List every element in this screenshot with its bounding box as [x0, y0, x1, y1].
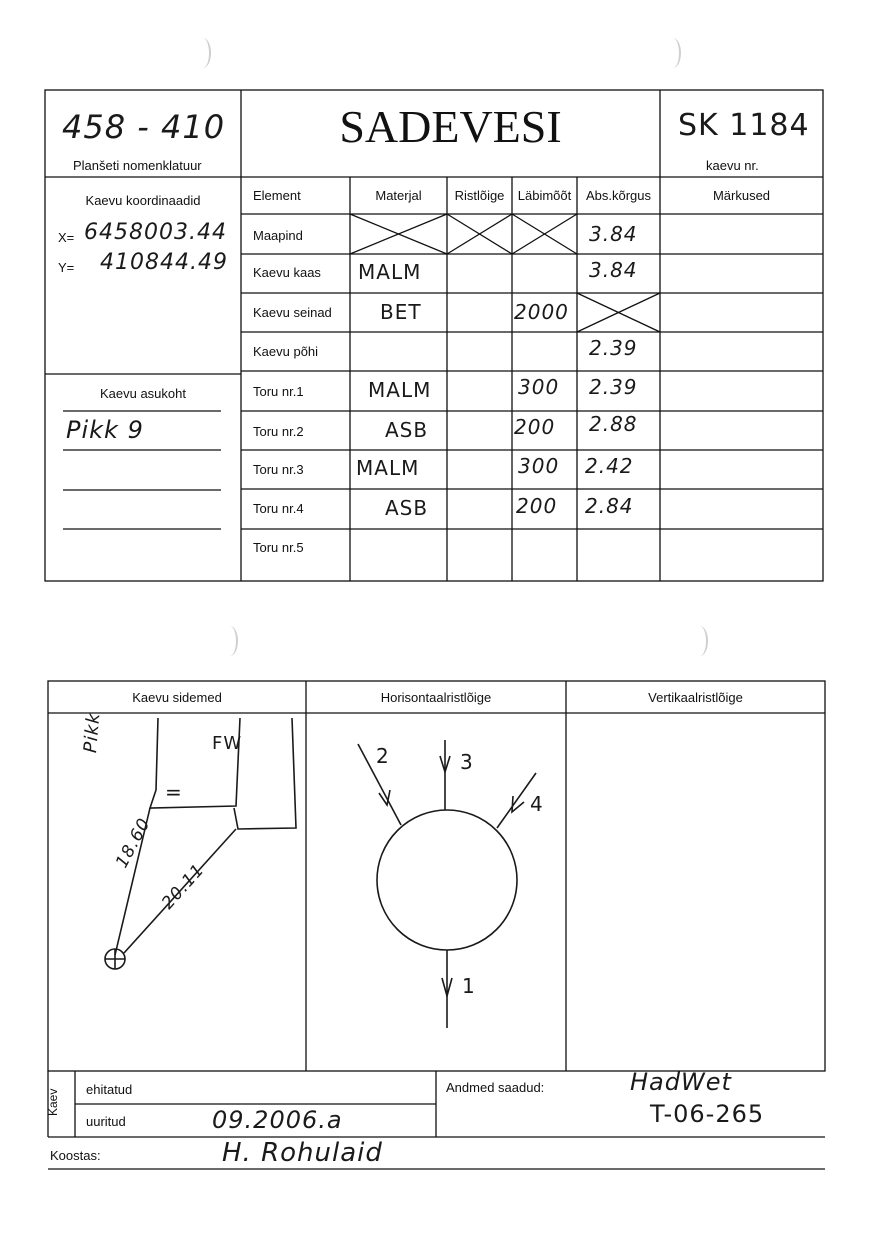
header-element: Element	[253, 188, 301, 203]
pipe-label-2: 2	[376, 744, 390, 768]
horizontal-section-drawing	[358, 740, 536, 1028]
row-material: ASB	[385, 418, 429, 442]
sketch-building-label: FW	[212, 733, 243, 754]
row-diameter: 200	[514, 415, 556, 439]
row-material: MALM	[358, 260, 422, 284]
nomenclature-value: 458 - 410	[62, 108, 226, 146]
header-material: Materjal	[375, 188, 422, 203]
row-diameter: 200	[516, 494, 558, 518]
row-height: 3.84	[589, 258, 638, 282]
row-height: 2.42	[585, 454, 634, 478]
row-element: Toru nr.2	[253, 424, 304, 439]
row-material: MALM	[368, 378, 432, 402]
row-height: 3.84	[589, 222, 638, 246]
horizontal-section-header: Horisontaalristlõige	[380, 690, 492, 705]
connections-header: Kaevu sidemed	[132, 690, 222, 705]
sketch-street-label: Pikk	[80, 711, 105, 754]
location-value: Pikk 9	[66, 416, 144, 444]
sketch-distance-1: 18.60	[112, 814, 155, 872]
coordinates-label: Kaevu koordinaadid	[85, 193, 201, 208]
header-cross-section: Ristlõige	[454, 188, 505, 203]
page-title: SADEVESI	[339, 101, 562, 152]
row-material: ASB	[385, 496, 429, 520]
row-diameter: 2000	[514, 300, 569, 324]
sketch-distance-2: 20.11	[158, 860, 209, 914]
well-number-label: kaevu nr.	[706, 158, 759, 173]
row-height: 2.88	[589, 412, 638, 436]
row-height: 2.84	[585, 494, 634, 518]
row-element: Toru nr.1	[253, 384, 304, 399]
y-coordinate-value: 410844.49	[100, 250, 228, 275]
row-height: 2.39	[589, 375, 638, 399]
x-coordinate-value: 6458003.44	[84, 220, 227, 245]
author-label: Koostas:	[50, 1148, 101, 1163]
sketch-equal-mark: =	[165, 780, 183, 804]
header-notes: Märkused	[712, 188, 771, 203]
data-source-reference: T-06-265	[650, 1100, 765, 1128]
data-source-label: Andmed saadud:	[446, 1080, 545, 1095]
location-label: Kaevu asukoht	[99, 386, 186, 401]
author-signature: H. Rohulaid	[222, 1138, 383, 1168]
kaev-label: Kaev	[46, 1088, 60, 1116]
row-element: Kaevu põhi	[253, 344, 319, 359]
row-material: MALM	[356, 456, 420, 480]
row-element: Toru nr.3	[253, 462, 304, 477]
row-element: Toru nr.5	[253, 540, 304, 555]
row-element: Kaevu kaas	[253, 265, 321, 280]
vertical-section-header: Vertikaalristlõige	[648, 690, 743, 705]
x-label: X=	[58, 230, 75, 245]
row-height: 2.39	[589, 336, 638, 360]
row-diameter: 300	[518, 454, 560, 478]
well-number-value: SK 1184	[678, 108, 810, 143]
surveyed-value: 09.2006.a	[212, 1106, 343, 1134]
row-diameter: 300	[518, 375, 560, 399]
data-source-value: HadWet	[630, 1068, 732, 1096]
header-diameter: Läbimõõt	[517, 188, 572, 203]
row-element: Toru nr.4	[253, 501, 304, 516]
row-element: Kaevu seinad	[253, 305, 332, 320]
pipe-label-1: 1	[462, 974, 476, 998]
pipe-label-3: 3	[460, 750, 474, 774]
header-abs-height: Abs.kõrgus	[585, 188, 652, 203]
built-label: ehitatud	[86, 1082, 133, 1097]
row-element: Maapind	[253, 228, 303, 243]
nomenclature-label: Planšeti nomenklatuur	[73, 158, 202, 173]
surveyed-label: uuritud	[86, 1114, 126, 1129]
row-material: BET	[380, 300, 422, 324]
y-label: Y=	[58, 260, 75, 275]
pipe-label-4: 4	[530, 792, 544, 816]
